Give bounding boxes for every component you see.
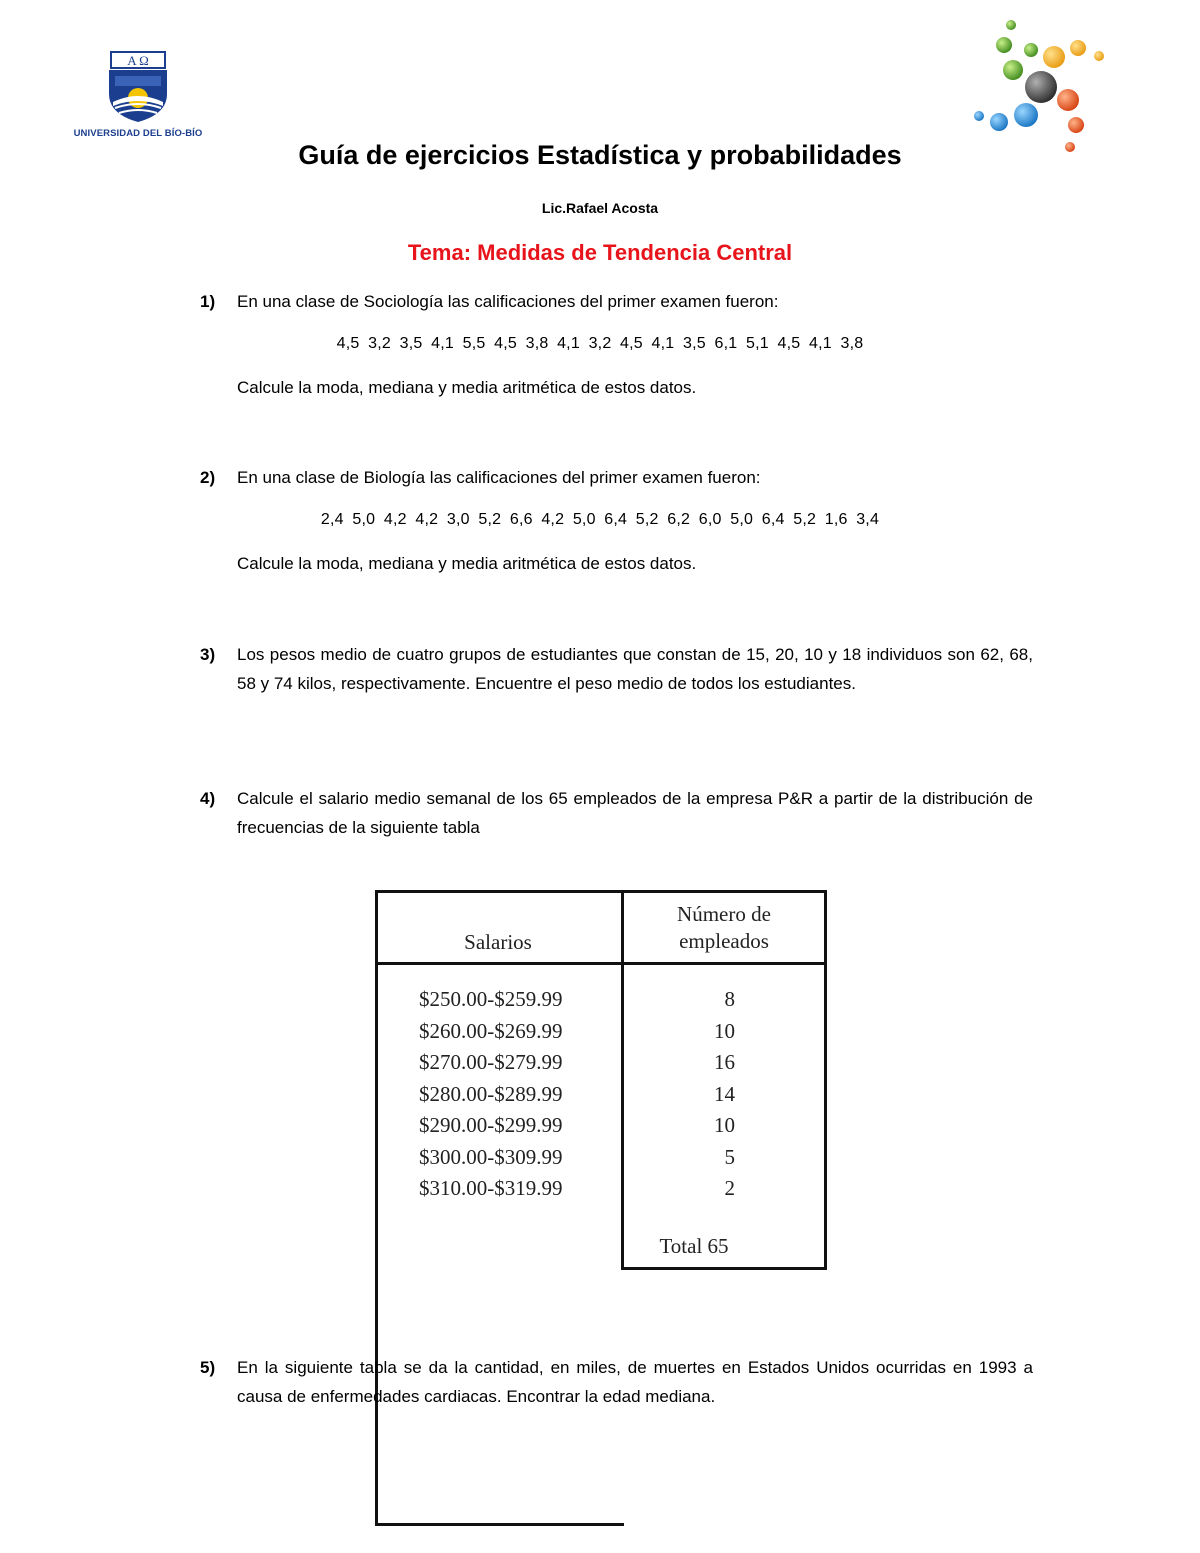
exercise-text: Los pesos medio de cuatro grupos de estudiantes que constan de 15, 20, 10 y 18 individuos son 62, 68, 58 y 74 kilos, respectivamente. Encuentre el peso medio de todos los estudiantes. bbox=[237, 645, 1033, 693]
header-salarios: Salarios bbox=[464, 930, 532, 954]
exercise-text: En la siguiente tabla se da la cantidad, en miles, de muertes en Estados Unidos ocurridas en 1993 a causa de enfermedades cardiacas. Encontrar la edad mediana. bbox=[237, 1358, 1033, 1406]
exercise-number: 4) bbox=[200, 789, 216, 808]
exercise-number: 5) bbox=[200, 1358, 216, 1377]
table-header-divider bbox=[375, 962, 827, 965]
exercise-text: Calcule el salario medio semanal de los 65 empleados de la empresa P&R a partir de la distribución de frecuencias de la siguiente tabla bbox=[237, 789, 1033, 837]
exercise-number: 1) bbox=[200, 292, 216, 311]
author-name: Lic.Rafael Acosta bbox=[541, 200, 659, 216]
molecule-spheres-icon bbox=[968, 14, 1110, 160]
topic-heading: Tema: Medidas de Tendencia Central bbox=[407, 240, 793, 265]
table-cell-count: 5 bbox=[724, 1144, 735, 1169]
header-empleados: empleados bbox=[679, 929, 769, 953]
exercise-5 bbox=[200, 1353, 1033, 1411]
exercise-2-data: 2,4 5,0 4,2 4,2 3,0 5,2 6,6 4,2 5,0 6,4 5,2 6,2 6,0 5,0 6,4 5,2 1,6 3,4 bbox=[320, 511, 880, 528]
table-cell-range: $260.00-$269.99 bbox=[419, 1018, 563, 1043]
university-name: UNIVERSIDAD DEL BÍO-BÍO bbox=[73, 128, 203, 139]
table-border-right bbox=[824, 890, 827, 1270]
page-title: Guía de ejercicios Estadística y probabilidades bbox=[298, 140, 902, 170]
table-border-left bbox=[375, 890, 378, 1526]
exercise-1-instruction: Calcule la moda, mediana y media aritmética de estos datos. bbox=[237, 378, 697, 397]
exercise-1-data: 4,5 3,2 3,5 4,1 5,5 4,5 3,8 4,1 3,2 4,5 4,1 3,5 6,1 5,1 4,5 4,1 3,8 bbox=[336, 335, 864, 352]
svg-text:A Ω: A Ω bbox=[127, 53, 149, 68]
salary-frequency-table bbox=[375, 890, 827, 1270]
exercise-3 bbox=[200, 640, 1033, 698]
table-cell-count: 2 bbox=[724, 1176, 735, 1200]
exercise-2-instruction: Calcule la moda, mediana y media aritmética de estos datos. bbox=[237, 554, 697, 573]
table-cell-range: $290.00-$299.99 bbox=[419, 1113, 563, 1137]
table-cell-count: 8 bbox=[724, 987, 735, 1011]
table-total-bottom bbox=[621, 1267, 827, 1270]
exercise-text: En una clase de Biología las calificaciones del primer examen fueron: bbox=[237, 468, 761, 487]
table-total: Total 65 bbox=[659, 1234, 729, 1258]
university-shield-icon bbox=[105, 50, 171, 124]
table-cell-count: 10 bbox=[714, 1113, 735, 1137]
university-logo bbox=[68, 50, 208, 145]
exercise-number: 3) bbox=[200, 645, 216, 664]
table-cell-count: 16 bbox=[714, 1050, 735, 1074]
table-body-bottom bbox=[375, 1523, 624, 1526]
table-cell-range: $280.00-$289.99 bbox=[419, 1081, 563, 1106]
table-cell-range: $310.00-$319.99 bbox=[419, 1176, 563, 1200]
table-cell-range: $270.00-$279.99 bbox=[419, 1050, 563, 1074]
exercise-4 bbox=[200, 784, 1033, 842]
table-cell-count: 14 bbox=[714, 1081, 735, 1106]
exercise-text: En una clase de Sociología las calificaciones del primer examen fueron: bbox=[237, 292, 779, 311]
exercise-number: 2) bbox=[200, 468, 216, 487]
exercise-2 bbox=[200, 463, 1033, 492]
header-numero: Número de bbox=[677, 902, 771, 926]
table-cell-range: $300.00-$309.99 bbox=[419, 1144, 563, 1169]
table-border-top bbox=[375, 890, 827, 893]
table-cell-range: $250.00-$259.99 bbox=[419, 987, 563, 1011]
table-cell-count: 10 bbox=[714, 1018, 735, 1043]
exercise-1 bbox=[200, 287, 1033, 316]
